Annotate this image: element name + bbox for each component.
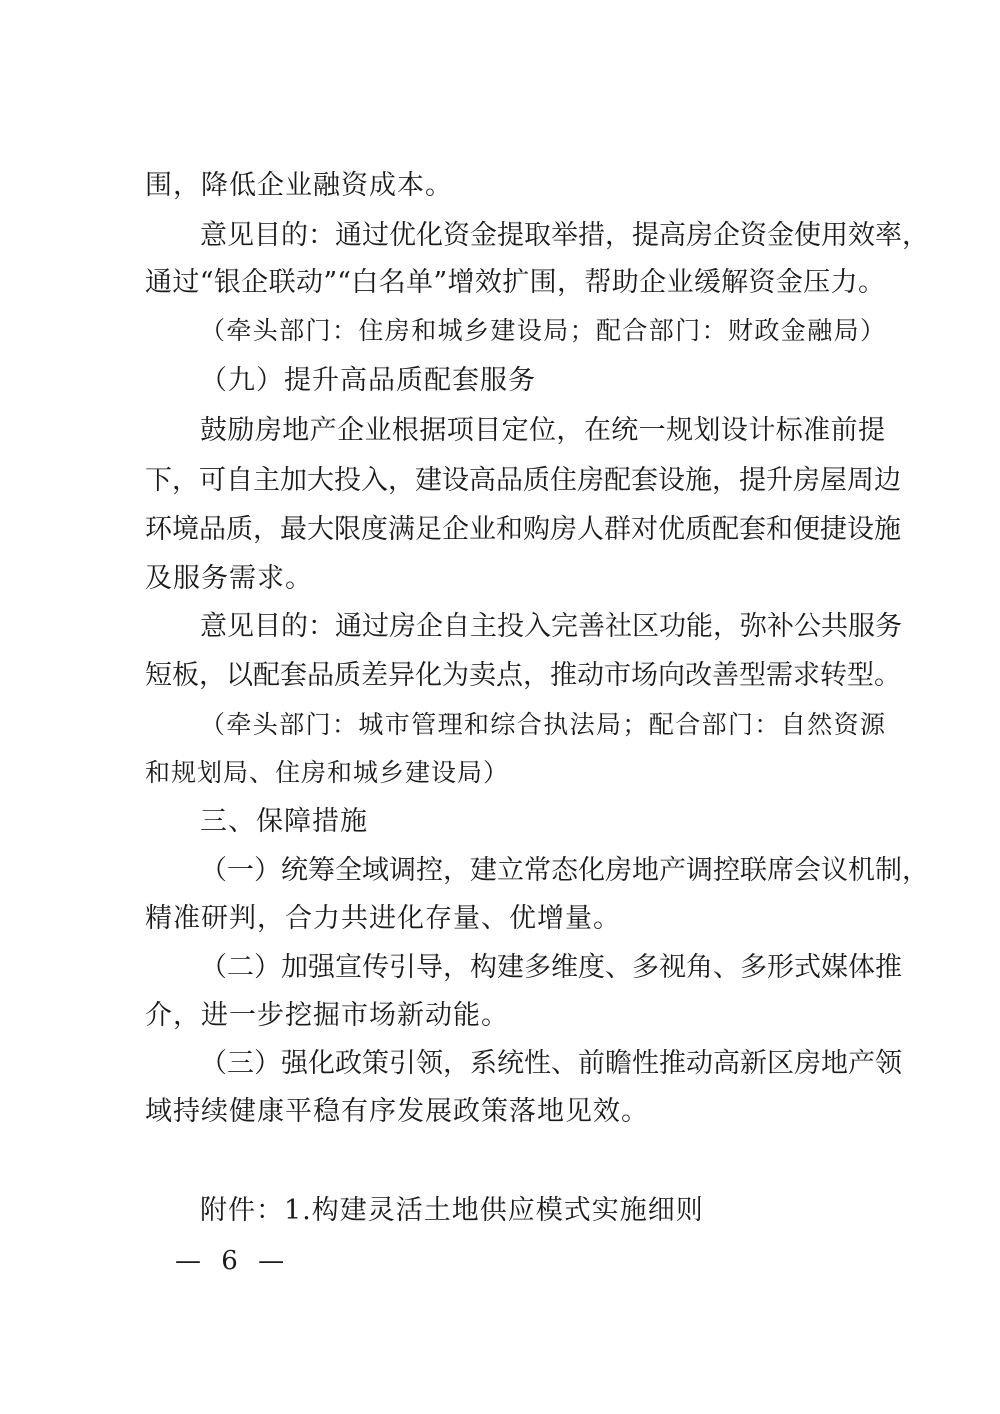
- lead-department-note: 和规划局、住房和城乡建设局）: [145, 758, 510, 787]
- section-heading: 三、保障措施: [200, 806, 368, 837]
- paragraph-line: 通过“银企联动”“白名单”增效扩围，帮助企业缓解资金压力。: [145, 267, 885, 298]
- paragraph-line: （三）强化政策引领，系统性、前瞻性推动高新区房地产领: [200, 1048, 902, 1079]
- paragraph-line: 鼓励房地产企业根据项目定位，在统一规划设计标准前提: [200, 415, 885, 446]
- attachment-line: 附件：1.构建灵活土地供应模式实施细则: [200, 1195, 704, 1226]
- paragraph-line: 短板，以配套品质差异化为卖点，推动市场向改善型需求转型。: [145, 660, 901, 691]
- paragraph-line: 精准研判，合力共进化存量、优增量。: [145, 903, 621, 934]
- paragraph-line: （二）加强宣传引导，构建多维度、多视角、多形式媒体推: [200, 952, 902, 983]
- section-heading: （九）提升高品质配套服务: [200, 365, 536, 396]
- paragraph-line: 下，可自主加大投入，建设高品质住房配套设施，提升房屋周边: [145, 465, 901, 496]
- paragraph-line: （一）统筹全域调控，建立常态化房地产调控联席会议机制，: [200, 855, 929, 886]
- paragraph-line: 域持续健康平稳有序发展政策落地见效。: [145, 1096, 649, 1127]
- paragraph-line: 介，进一步挖掘市场新动能。: [145, 1000, 509, 1031]
- lead-department-note: （牵头部门：住房和城乡建设局；配合部门：财政金融局）: [200, 316, 885, 345]
- paragraph-line: 及服务需求。: [145, 563, 313, 594]
- paragraph-line: 环境品质，最大限度满足企业和购房人群对优质配套和便捷设施: [145, 514, 901, 545]
- page-number: — 6 —: [175, 1246, 291, 1276]
- lead-department-note: （牵头部门：城市管理和综合执法局；配合部门：自然资源: [200, 710, 885, 739]
- paragraph-line: 意见目的：通过房企自主投入完善社区功能，弥补公共服务: [200, 611, 902, 642]
- paragraph-line: 意见目的：通过优化资金提取举措，提高房企资金使用效率，: [200, 220, 929, 251]
- paragraph-line: 围，降低企业融资成本。: [145, 170, 453, 201]
